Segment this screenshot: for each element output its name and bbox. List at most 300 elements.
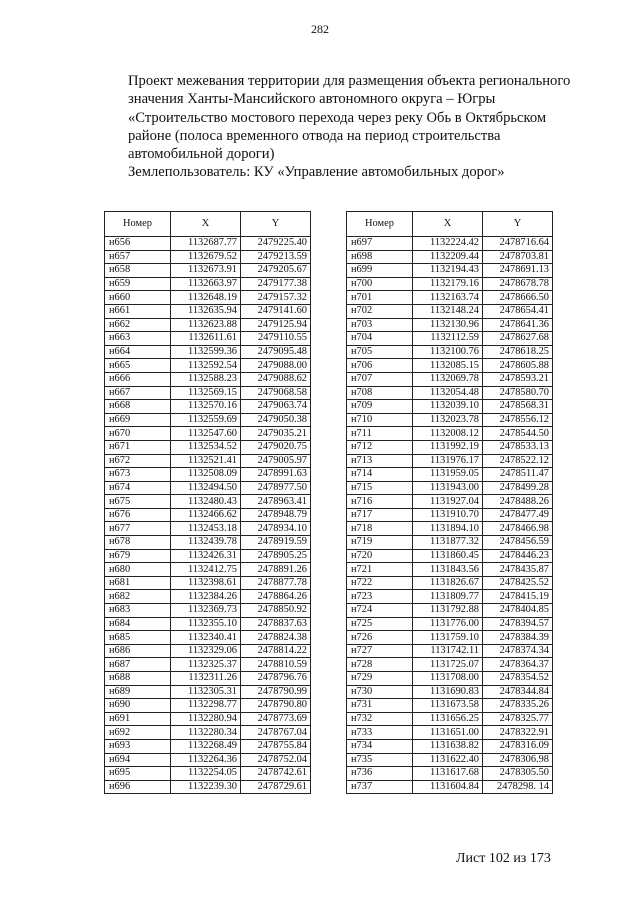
y-coordinate-cell: 2478810.59 — [241, 658, 311, 672]
point-number-cell: н674 — [105, 481, 171, 495]
x-coordinate-cell: 1132163.74 — [413, 291, 483, 305]
point-number-cell: н677 — [105, 522, 171, 536]
point-number-cell: н685 — [105, 631, 171, 645]
table-row — [347, 536, 553, 550]
x-coordinate-cell: 1132325.37 — [171, 658, 241, 672]
y-coordinate-cell: 2478322.91 — [483, 726, 553, 740]
y-coordinate-cell: 2478919.59 — [241, 536, 311, 550]
table-row — [347, 427, 553, 441]
x-coordinate-cell: 1131638.82 — [413, 739, 483, 753]
y-coordinate-cell: 2478522.12 — [483, 454, 553, 468]
y-coordinate-cell: 2479177.38 — [241, 277, 311, 291]
table-row — [347, 508, 553, 522]
point-number-cell: н719 — [347, 536, 413, 550]
y-coordinate-cell: 2478435.87 — [483, 563, 553, 577]
table-row — [347, 563, 553, 577]
x-coordinate-cell: 1132569.15 — [171, 386, 241, 400]
x-coordinate-cell: 1131826.67 — [413, 576, 483, 590]
y-coordinate-cell: 2478533.13 — [483, 440, 553, 454]
table-row — [347, 604, 553, 618]
x-coordinate-cell: 1132148.24 — [413, 304, 483, 318]
y-coordinate-cell: 2478905.25 — [241, 549, 311, 563]
table-row — [105, 277, 311, 291]
x-coordinate-cell: 1131759.10 — [413, 631, 483, 645]
table-row — [105, 644, 311, 658]
x-coordinate-cell: 1132508.09 — [171, 468, 241, 482]
y-coordinate-cell: 2478325.77 — [483, 712, 553, 726]
point-number-cell: н703 — [347, 318, 413, 332]
table-header-row — [347, 212, 553, 237]
table-row — [347, 739, 553, 753]
point-number-cell: н727 — [347, 644, 413, 658]
table-header-row — [105, 212, 311, 237]
x-coordinate-cell: 1132439.78 — [171, 536, 241, 550]
x-coordinate-cell: 1132085.15 — [413, 359, 483, 373]
point-number-cell: н721 — [347, 563, 413, 577]
x-coordinate-cell: 1132534.52 — [171, 440, 241, 454]
table-row — [105, 631, 311, 645]
x-coordinate-cell: 1132298.77 — [171, 699, 241, 713]
x-coordinate-cell: 1131894.10 — [413, 522, 483, 536]
point-number-cell: н722 — [347, 576, 413, 590]
y-coordinate-cell: 2478691.13 — [483, 264, 553, 278]
table-row — [105, 386, 311, 400]
point-number-cell: н710 — [347, 413, 413, 427]
x-coordinate-cell: 1132663.97 — [171, 277, 241, 291]
point-number-cell: н656 — [105, 237, 171, 251]
point-number-cell: н669 — [105, 413, 171, 427]
table-row — [105, 359, 311, 373]
y-coordinate-cell: 2479088.62 — [241, 372, 311, 386]
y-coordinate-cell: 2478796.76 — [241, 672, 311, 686]
table-row — [347, 304, 553, 318]
header-line: значения Ханты-Мансийского автономного округа – Югры — [128, 91, 496, 108]
table-row — [347, 264, 553, 278]
y-coordinate-cell: 2478790.80 — [241, 699, 311, 713]
table-row — [347, 699, 553, 713]
point-number-cell: н658 — [105, 264, 171, 278]
table-row — [347, 590, 553, 604]
point-number-cell: н673 — [105, 468, 171, 482]
y-coordinate-cell: 2479095.48 — [241, 345, 311, 359]
header-line: районе (полоса временного отвода на период строительства — [128, 127, 501, 144]
table-row — [105, 372, 311, 386]
x-coordinate-cell: 1131910.70 — [413, 508, 483, 522]
table-row — [105, 495, 311, 509]
column-header-y: Y — [241, 212, 311, 237]
point-number-cell: н713 — [347, 454, 413, 468]
table-row — [347, 780, 553, 794]
table-row — [105, 508, 311, 522]
y-coordinate-cell: 2478824.38 — [241, 631, 311, 645]
point-number-cell: н681 — [105, 576, 171, 590]
y-coordinate-cell: 2478891.26 — [241, 563, 311, 577]
table-row — [105, 304, 311, 318]
x-coordinate-cell: 1132480.43 — [171, 495, 241, 509]
point-number-cell: н733 — [347, 726, 413, 740]
y-coordinate-cell: 2478580.70 — [483, 386, 553, 400]
x-coordinate-cell: 1131725.07 — [413, 658, 483, 672]
table-row — [105, 672, 311, 686]
y-coordinate-cell: 2478605.88 — [483, 359, 553, 373]
y-coordinate-cell: 2478488.26 — [483, 495, 553, 509]
table-row — [105, 767, 311, 781]
table-row — [347, 495, 553, 509]
table-row — [347, 753, 553, 767]
y-coordinate-cell: 2478354.52 — [483, 672, 553, 686]
y-coordinate-cell: 2478446.23 — [483, 549, 553, 563]
column-header-number: Номер — [105, 212, 171, 237]
point-number-cell: н670 — [105, 427, 171, 441]
point-number-cell: н728 — [347, 658, 413, 672]
table-row — [347, 726, 553, 740]
point-number-cell: н707 — [347, 372, 413, 386]
point-number-cell: н715 — [347, 481, 413, 495]
point-number-cell: н666 — [105, 372, 171, 386]
y-coordinate-cell: 2479050.38 — [241, 413, 311, 427]
table-row — [347, 345, 553, 359]
point-number-cell: н734 — [347, 739, 413, 753]
point-number-cell: н716 — [347, 495, 413, 509]
table-row — [347, 767, 553, 781]
point-number-cell: н731 — [347, 699, 413, 713]
point-number-cell: н657 — [105, 250, 171, 264]
x-coordinate-cell: 1132305.31 — [171, 685, 241, 699]
y-coordinate-cell: 2479020.75 — [241, 440, 311, 454]
header-line: автомобильной дороги) — [128, 146, 275, 163]
x-coordinate-cell: 1131656.25 — [413, 712, 483, 726]
y-coordinate-cell: 2478425.52 — [483, 576, 553, 590]
point-number-cell: н661 — [105, 304, 171, 318]
point-number-cell: н668 — [105, 400, 171, 414]
table-row — [347, 631, 553, 645]
point-number-cell: н735 — [347, 753, 413, 767]
x-coordinate-cell: 1132592.54 — [171, 359, 241, 373]
x-coordinate-cell: 1132023.78 — [413, 413, 483, 427]
table-row — [105, 658, 311, 672]
x-coordinate-cell: 1131651.00 — [413, 726, 483, 740]
table-row — [347, 685, 553, 699]
y-coordinate-cell: 2478335.26 — [483, 699, 553, 713]
point-number-cell: н708 — [347, 386, 413, 400]
x-coordinate-cell: 1132679.52 — [171, 250, 241, 264]
point-number-cell: н736 — [347, 767, 413, 781]
point-number-cell: н717 — [347, 508, 413, 522]
table-row — [347, 522, 553, 536]
y-coordinate-cell: 2478837.63 — [241, 617, 311, 631]
x-coordinate-cell: 1132329.06 — [171, 644, 241, 658]
y-coordinate-cell: 2478404.85 — [483, 604, 553, 618]
x-coordinate-cell: 1132008.12 — [413, 427, 483, 441]
table-row — [347, 250, 553, 264]
y-coordinate-cell: 2478864.26 — [241, 590, 311, 604]
table-row — [347, 386, 553, 400]
table-row — [347, 440, 553, 454]
point-number-cell: н695 — [105, 767, 171, 781]
table-row — [105, 536, 311, 550]
table-row — [105, 617, 311, 631]
table-row — [347, 372, 553, 386]
y-coordinate-cell: 2478316.09 — [483, 739, 553, 753]
y-coordinate-cell: 2478305.50 — [483, 767, 553, 781]
table-row — [105, 454, 311, 468]
table-row — [347, 672, 553, 686]
table-row — [347, 454, 553, 468]
y-coordinate-cell: 2478593.21 — [483, 372, 553, 386]
point-number-cell: н706 — [347, 359, 413, 373]
y-coordinate-cell: 2478374.34 — [483, 644, 553, 658]
point-number-cell: н686 — [105, 644, 171, 658]
x-coordinate-cell: 1132547.60 — [171, 427, 241, 441]
x-coordinate-cell: 1132280.34 — [171, 726, 241, 740]
y-coordinate-cell: 2479141.60 — [241, 304, 311, 318]
y-coordinate-cell: 2478415.19 — [483, 590, 553, 604]
table-row — [105, 318, 311, 332]
x-coordinate-cell: 1132355.10 — [171, 617, 241, 631]
y-coordinate-cell: 2479035.21 — [241, 427, 311, 441]
table-row — [347, 576, 553, 590]
x-coordinate-cell: 1131927.04 — [413, 495, 483, 509]
x-coordinate-cell: 1132635.94 — [171, 304, 241, 318]
y-coordinate-cell: 2479157.32 — [241, 291, 311, 305]
table-row — [105, 291, 311, 305]
point-number-cell: н702 — [347, 304, 413, 318]
x-coordinate-cell: 1131617.68 — [413, 767, 483, 781]
table-row — [105, 264, 311, 278]
y-coordinate-cell: 2478742.61 — [241, 767, 311, 781]
point-number-cell: н660 — [105, 291, 171, 305]
table-row — [347, 277, 553, 291]
table-row — [347, 359, 553, 373]
column-header-x: X — [171, 212, 241, 237]
x-coordinate-cell: 1132466.62 — [171, 508, 241, 522]
y-coordinate-cell: 2478618.25 — [483, 345, 553, 359]
y-coordinate-cell: 2479225.40 — [241, 237, 311, 251]
y-coordinate-cell: 2478814.22 — [241, 644, 311, 658]
table-row — [105, 481, 311, 495]
x-coordinate-cell: 1131809.77 — [413, 590, 483, 604]
table-row — [105, 712, 311, 726]
point-number-cell: н667 — [105, 386, 171, 400]
table-row — [105, 780, 311, 794]
x-coordinate-cell: 1132254.05 — [171, 767, 241, 781]
x-coordinate-cell: 1132611.61 — [171, 332, 241, 346]
table-row — [347, 237, 553, 251]
x-coordinate-cell: 1132648.19 — [171, 291, 241, 305]
y-coordinate-cell: 2478568.31 — [483, 400, 553, 414]
x-coordinate-cell: 1131843.56 — [413, 563, 483, 577]
point-number-cell: н725 — [347, 617, 413, 631]
y-coordinate-cell: 2478773.69 — [241, 712, 311, 726]
table-row — [105, 345, 311, 359]
x-coordinate-cell: 1132311.26 — [171, 672, 241, 686]
y-coordinate-cell: 2478654.41 — [483, 304, 553, 318]
point-number-cell: н723 — [347, 590, 413, 604]
x-coordinate-cell: 1131673.58 — [413, 699, 483, 713]
table-row — [105, 250, 311, 264]
table-row — [105, 549, 311, 563]
table-row — [105, 468, 311, 482]
point-number-cell: н675 — [105, 495, 171, 509]
point-number-cell: н688 — [105, 672, 171, 686]
point-number-cell: н672 — [105, 454, 171, 468]
point-number-cell: н712 — [347, 440, 413, 454]
y-coordinate-cell: 2478977.50 — [241, 481, 311, 495]
y-coordinate-cell: 2478934.10 — [241, 522, 311, 536]
point-number-cell: н689 — [105, 685, 171, 699]
x-coordinate-cell: 1132179.16 — [413, 277, 483, 291]
y-coordinate-cell: 2478364.37 — [483, 658, 553, 672]
y-coordinate-cell: 2478729.61 — [241, 780, 311, 794]
point-number-cell: н692 — [105, 726, 171, 740]
x-coordinate-cell: 1131690.83 — [413, 685, 483, 699]
x-coordinate-cell: 1132687.77 — [171, 237, 241, 251]
point-number-cell: н663 — [105, 332, 171, 346]
x-coordinate-cell: 1132130.96 — [413, 318, 483, 332]
y-coordinate-cell: 2478963.41 — [241, 495, 311, 509]
point-number-cell: н709 — [347, 400, 413, 414]
point-number-cell: н730 — [347, 685, 413, 699]
y-coordinate-cell: 2479005.97 — [241, 454, 311, 468]
table-row — [105, 699, 311, 713]
column-header-x: X — [413, 212, 483, 237]
table-row — [105, 237, 311, 251]
table-row — [347, 291, 553, 305]
x-coordinate-cell: 1132453.18 — [171, 522, 241, 536]
point-number-cell: н694 — [105, 753, 171, 767]
x-coordinate-cell: 1132194.43 — [413, 264, 483, 278]
y-coordinate-cell: 2479063.74 — [241, 400, 311, 414]
y-coordinate-cell: 2478767.04 — [241, 726, 311, 740]
point-number-cell: н720 — [347, 549, 413, 563]
x-coordinate-cell: 1132100.76 — [413, 345, 483, 359]
x-coordinate-cell: 1131877.32 — [413, 536, 483, 550]
point-number-cell: н664 — [105, 345, 171, 359]
y-coordinate-cell: 2478556.12 — [483, 413, 553, 427]
point-number-cell: н724 — [347, 604, 413, 618]
table-row — [105, 590, 311, 604]
x-coordinate-cell: 1132340.41 — [171, 631, 241, 645]
x-coordinate-cell: 1132054.48 — [413, 386, 483, 400]
x-coordinate-cell: 1132623.88 — [171, 318, 241, 332]
x-coordinate-cell: 1132673.91 — [171, 264, 241, 278]
table-row — [105, 563, 311, 577]
x-coordinate-cell: 1132280.94 — [171, 712, 241, 726]
x-coordinate-cell: 1132521.41 — [171, 454, 241, 468]
table-row — [347, 658, 553, 672]
table-row — [105, 400, 311, 414]
point-number-cell: н683 — [105, 604, 171, 618]
x-coordinate-cell: 1132264.36 — [171, 753, 241, 767]
table-row — [105, 576, 311, 590]
point-number-cell: н704 — [347, 332, 413, 346]
x-coordinate-cell: 1131742.11 — [413, 644, 483, 658]
x-coordinate-cell: 1131708.00 — [413, 672, 483, 686]
table-row — [105, 726, 311, 740]
table-row — [347, 318, 553, 332]
point-number-cell: н659 — [105, 277, 171, 291]
x-coordinate-cell: 1132398.61 — [171, 576, 241, 590]
table-row — [105, 522, 311, 536]
x-coordinate-cell: 1131792.88 — [413, 604, 483, 618]
x-coordinate-cell: 1132369.73 — [171, 604, 241, 618]
y-coordinate-cell: 2478511.47 — [483, 468, 553, 482]
y-coordinate-cell: 2478384.39 — [483, 631, 553, 645]
point-number-cell: н684 — [105, 617, 171, 631]
y-coordinate-cell: 2478466.98 — [483, 522, 553, 536]
x-coordinate-cell: 1132209.44 — [413, 250, 483, 264]
y-coordinate-cell: 2478394.57 — [483, 617, 553, 631]
x-coordinate-cell: 1131776.00 — [413, 617, 483, 631]
sheet-counter: Лист 102 из 173 — [456, 851, 551, 866]
point-number-cell: н714 — [347, 468, 413, 482]
table-row — [347, 481, 553, 495]
table-row — [347, 712, 553, 726]
y-coordinate-cell: 2478948.79 — [241, 508, 311, 522]
coordinates-table-right — [346, 211, 553, 794]
x-coordinate-cell: 1131992.19 — [413, 440, 483, 454]
point-number-cell: н729 — [347, 672, 413, 686]
point-number-cell: н700 — [347, 277, 413, 291]
y-coordinate-cell: 2478344.84 — [483, 685, 553, 699]
point-number-cell: н682 — [105, 590, 171, 604]
y-coordinate-cell: 2478703.81 — [483, 250, 553, 264]
x-coordinate-cell: 1131604.84 — [413, 780, 483, 794]
document-header — [128, 72, 571, 182]
y-coordinate-cell: 2478298. 14 — [483, 780, 553, 794]
y-coordinate-cell: 2479068.58 — [241, 386, 311, 400]
y-coordinate-cell: 2479213.59 — [241, 250, 311, 264]
point-number-cell: н696 — [105, 780, 171, 794]
y-coordinate-cell: 2478477.49 — [483, 508, 553, 522]
y-coordinate-cell: 2478641.36 — [483, 318, 553, 332]
point-number-cell: н732 — [347, 712, 413, 726]
x-coordinate-cell: 1132588.23 — [171, 372, 241, 386]
coordinates-table-left — [104, 211, 311, 794]
point-number-cell: н737 — [347, 780, 413, 794]
x-coordinate-cell: 1132384.26 — [171, 590, 241, 604]
x-coordinate-cell: 1132494.50 — [171, 481, 241, 495]
point-number-cell: н690 — [105, 699, 171, 713]
table-row — [105, 739, 311, 753]
point-number-cell: н705 — [347, 345, 413, 359]
point-number-cell: н665 — [105, 359, 171, 373]
x-coordinate-cell: 1131976.17 — [413, 454, 483, 468]
y-coordinate-cell: 2479125.94 — [241, 318, 311, 332]
point-number-cell: н662 — [105, 318, 171, 332]
x-coordinate-cell: 1132268.49 — [171, 739, 241, 753]
y-coordinate-cell: 2478499.28 — [483, 481, 553, 495]
point-number-cell: н698 — [347, 250, 413, 264]
point-number-cell: н691 — [105, 712, 171, 726]
y-coordinate-cell: 2478850.92 — [241, 604, 311, 618]
y-coordinate-cell: 2478666.50 — [483, 291, 553, 305]
x-coordinate-cell: 1131860.45 — [413, 549, 483, 563]
header-line: Проект межевания территории для размещения объекта регионального — [128, 73, 571, 89]
table-row — [347, 332, 553, 346]
y-coordinate-cell: 2478716.64 — [483, 237, 553, 251]
point-number-cell: н678 — [105, 536, 171, 550]
point-number-cell: н680 — [105, 563, 171, 577]
point-number-cell: н697 — [347, 237, 413, 251]
y-coordinate-cell: 2478627.68 — [483, 332, 553, 346]
table-row — [105, 440, 311, 454]
x-coordinate-cell: 1131622.40 — [413, 753, 483, 767]
y-coordinate-cell: 2479205.67 — [241, 264, 311, 278]
column-header-y: Y — [483, 212, 553, 237]
x-coordinate-cell: 1131959.05 — [413, 468, 483, 482]
column-header-number: Номер — [347, 212, 413, 237]
